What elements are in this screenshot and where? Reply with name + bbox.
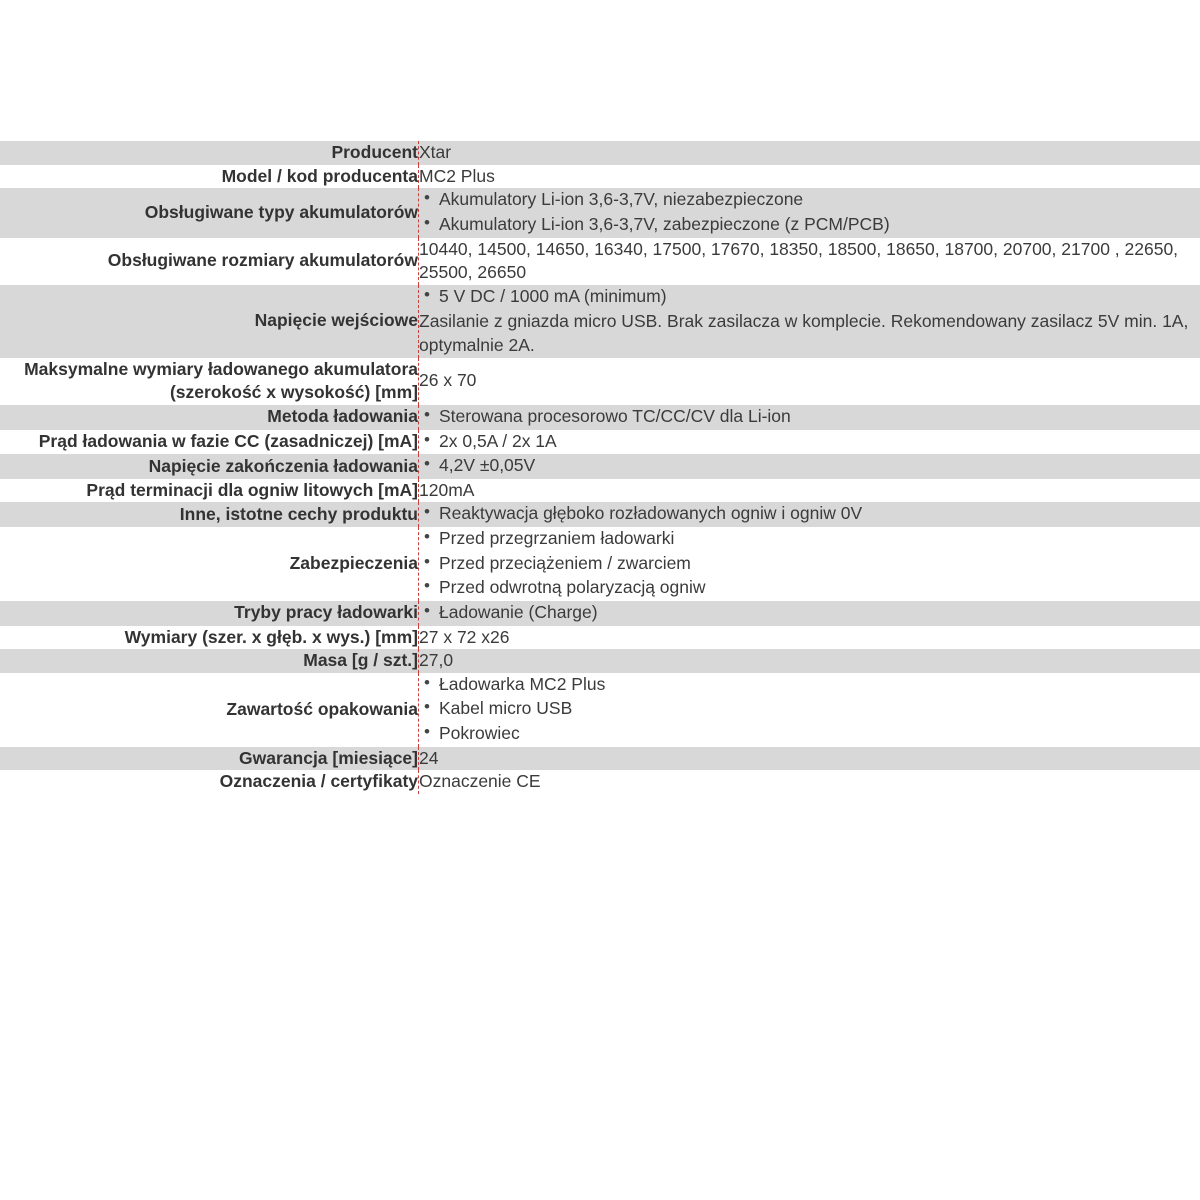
spec-value-list: [419, 502, 1200, 526]
list-item: • 5 V DC / 1000 mA (minimum): [439, 285, 1200, 309]
spec-label: Prąd terminacji dla ogniw litowych [mA]: [0, 479, 419, 503]
spec-value-text: 24: [419, 747, 439, 768]
table-row: [0, 673, 1200, 747]
spec-value-text: Xtar: [419, 142, 452, 162]
table-row: [0, 188, 1200, 237]
specification-table-body: [0, 141, 1200, 794]
list-item: • Akumulatory Li-ion 3,6-3,7V, niezabezpieczone: [439, 188, 1200, 212]
list-item: • Reaktywacja głęboko rozładowanych ogniw i ogniw 0V: [439, 502, 1200, 526]
spec-value-list: [419, 601, 1200, 625]
spec-value: [419, 238, 1200, 285]
table-row: [0, 502, 1200, 527]
table-row: [0, 479, 1200, 503]
table-row: [0, 165, 1200, 189]
spec-value: [419, 454, 1200, 479]
spec-value-list: [419, 285, 1200, 309]
spec-label: Obsługiwane rozmiary akumulatorów: [0, 238, 419, 285]
list-item: • Akumulatory Li-ion 3,6-3,7V, zabezpieczone (z PCM/PCB): [439, 213, 1200, 237]
spec-value-text: MC2 Plus: [419, 165, 495, 186]
spec-value: [419, 601, 1200, 626]
spec-value-list: [419, 527, 1200, 600]
table-row: [0, 238, 1200, 285]
table-row: [0, 601, 1200, 626]
spec-value: [419, 430, 1200, 455]
spec-label: Producent: [0, 141, 419, 165]
list-item: • Przed odwrotną polaryzacją ogniw: [439, 576, 1200, 600]
table-row: [0, 626, 1200, 650]
spec-label: Tryby pracy ładowarki: [0, 601, 419, 626]
spec-value: [419, 626, 1200, 650]
spec-value: [419, 770, 1200, 794]
spec-label: Inne, istotne cechy produktu: [0, 502, 419, 527]
specification-table-wrapper: [0, 141, 1200, 794]
spec-value: [419, 502, 1200, 527]
spec-value-list: [419, 405, 1200, 429]
table-row: [0, 358, 1200, 405]
table-row: [0, 285, 1200, 358]
table-row: [0, 430, 1200, 455]
table-row: [0, 141, 1200, 165]
list-item: • Ładowarka MC2 Plus: [439, 673, 1200, 697]
spec-label: Wymiary (szer. x głęb. x wys.) [mm]: [0, 626, 419, 650]
spec-value: [419, 747, 1200, 771]
spec-label: Oznaczenia / certyfikaty: [0, 770, 419, 794]
spec-value-list: [419, 188, 1200, 236]
list-item: • 2x 0,5A / 2x 1A: [439, 430, 1200, 454]
spec-value-list: [419, 430, 1200, 454]
spec-label: Maksymalne wymiary ładowanego akumulatora (szerokość x wysokość) [mm]: [0, 358, 419, 405]
spec-label: Napięcie zakończenia ładowania: [0, 454, 419, 479]
spec-value-text: 26 x 70: [419, 370, 477, 391]
list-item: • Sterowana procesorowo TC/CC/CV dla Li-ion: [439, 405, 1200, 429]
spec-value-text: 10440, 14500, 14650, 16340, 17500, 17670, 18350, 18500, 18650, 18700, 20700, 21700 , 22650, 25500, 26650: [419, 238, 1179, 283]
spec-value-text: 27 x 72 x26: [419, 626, 510, 647]
spec-value: [419, 188, 1200, 237]
spec-value: [419, 141, 1200, 165]
spec-label: Model / kod producenta: [0, 165, 419, 189]
table-row: [0, 770, 1200, 794]
spec-value: [419, 405, 1200, 430]
spec-label: Zawartość opakowania: [0, 673, 419, 747]
list-item: • Przed przegrzaniem ładowarki: [439, 527, 1200, 551]
table-row: [0, 454, 1200, 479]
spec-value: [419, 165, 1200, 189]
table-row: [0, 747, 1200, 771]
spec-value: [419, 285, 1200, 358]
spec-value: [419, 673, 1200, 747]
spec-value-note: Zasilanie z gniazda micro USB. Brak zasilacza w komplecie. Rekomendowany zasilacz 5V min. 1A, optymalnie 2A.: [419, 311, 1189, 355]
list-item: • Przed przeciążeniem / zwarciem: [439, 552, 1200, 576]
spec-label: Metoda ładowania: [0, 405, 419, 430]
table-row: [0, 649, 1200, 673]
spec-value-text: 27,0: [419, 650, 454, 671]
spec-value: [419, 649, 1200, 673]
spec-label: Gwarancja [miesiące]: [0, 747, 419, 771]
spec-value: [419, 527, 1200, 601]
spec-label: Napięcie wejściowe: [0, 285, 419, 358]
table-row: [0, 405, 1200, 430]
spec-label: Masa [g / szt.]: [0, 649, 419, 673]
spec-value: [419, 479, 1200, 503]
list-item: • Ładowanie (Charge): [439, 601, 1200, 625]
specification-table: [0, 141, 1200, 794]
spec-label: Obsługiwane typy akumulatorów: [0, 188, 419, 237]
spec-value: [419, 358, 1200, 405]
spec-value-list: [419, 673, 1200, 746]
spec-value-text: 120mA: [419, 479, 475, 500]
table-row: [0, 527, 1200, 601]
spec-value-list: [419, 454, 1200, 478]
spec-value-text: Oznaczenie CE: [419, 771, 541, 792]
list-item: • 4,2V ±0,05V: [439, 454, 1200, 478]
list-item: • Pokrowiec: [439, 722, 1200, 746]
list-item: • Kabel micro USB: [439, 697, 1200, 721]
spec-label: Zabezpieczenia: [0, 527, 419, 601]
spec-label: Prąd ładowania w fazie CC (zasadniczej) [mA]: [0, 430, 419, 455]
